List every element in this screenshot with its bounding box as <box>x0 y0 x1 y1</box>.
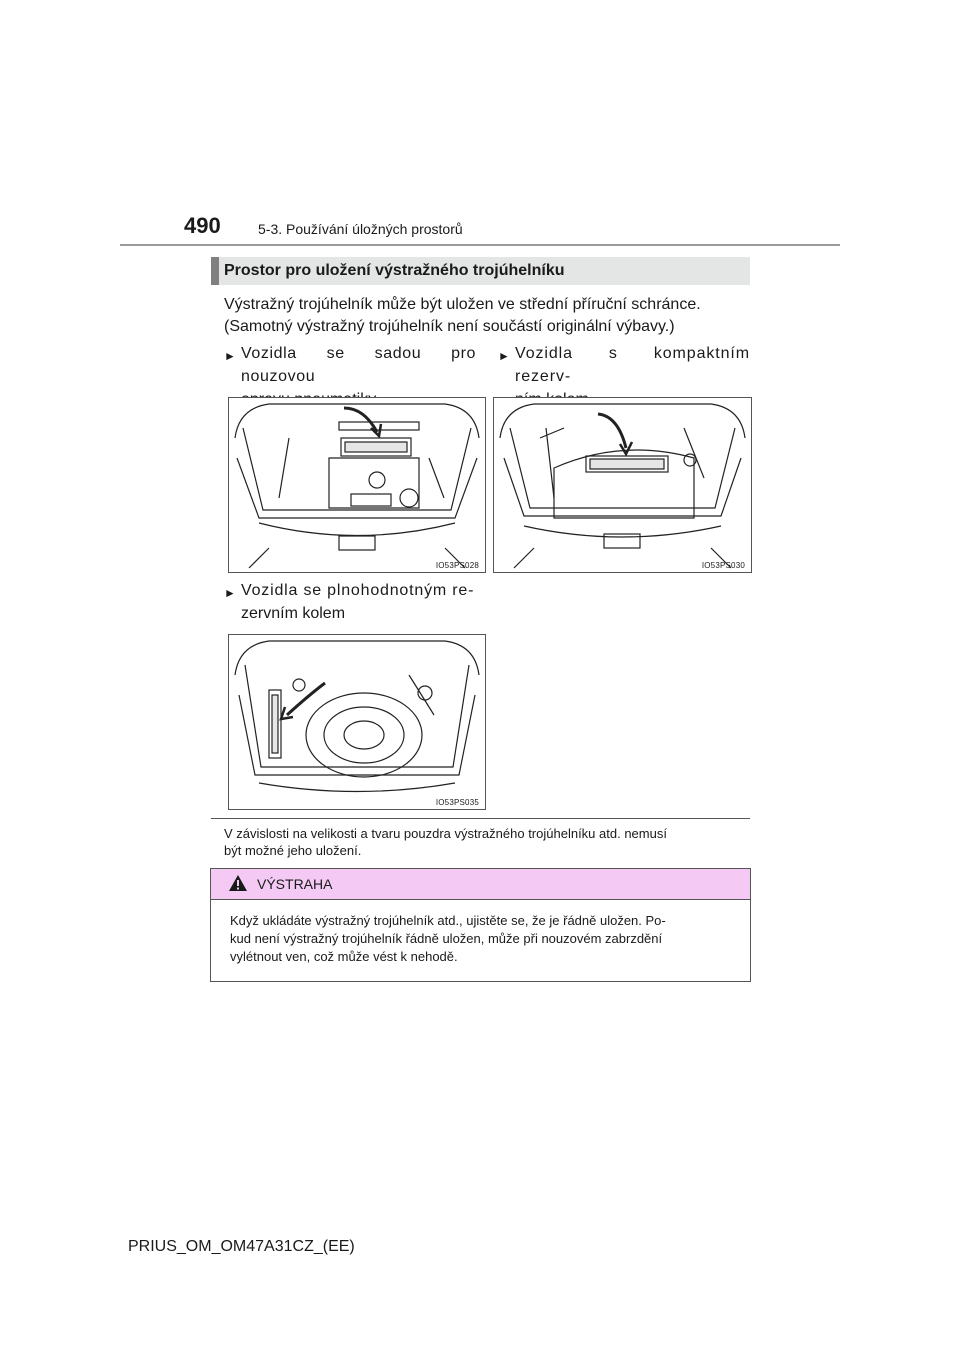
figure-full-spare-trunk <box>228 634 486 810</box>
page-number: 490 <box>184 213 221 238</box>
variant-line-1: Vozidla se plnohodnotným re- <box>241 582 475 599</box>
intro-line-2: (Samotný výstražný trojúhelník není součástí originální výbavy.) <box>224 318 675 335</box>
section-accent <box>211 257 219 285</box>
variant-line-1: Vozidla s kompaktním rezerv- <box>515 345 750 385</box>
figure-code: IO53PS035 <box>435 798 479 807</box>
warning-line-1: Když ukládáte výstražný trojúhelník atd., ujistěte se, že je řádně uložen. Po- <box>230 913 666 928</box>
trunk-illustration <box>229 398 485 572</box>
variant-line-1: Vozidla se sadou pro nouzovou <box>241 345 476 385</box>
variant-line-2: zervním kolem <box>241 605 346 622</box>
variant-full-spare <box>224 579 476 627</box>
note-line-2: být možné jeho uložení. <box>224 843 362 858</box>
variant-repair-kit <box>224 342 476 390</box>
trunk-illustration <box>229 635 485 809</box>
bullet-arrow-icon: ► <box>224 586 236 600</box>
warning-label: VÝSTRAHA <box>257 876 333 892</box>
section-title: Prostor pro uložení výstražného trojúhelníku <box>224 262 565 279</box>
section-heading-bar <box>211 257 750 285</box>
warning-text <box>230 912 740 966</box>
trunk-illustration <box>494 398 751 572</box>
warning-line-3: vylétnout ven, což může vést k nehodě. <box>230 949 458 964</box>
warning-triangle-icon <box>228 874 248 897</box>
warning-box <box>210 868 751 982</box>
figure-code: IO53PS030 <box>701 561 745 570</box>
bullet-arrow-icon: ► <box>498 349 510 363</box>
variant-compact-spare <box>498 342 750 390</box>
intro-text <box>224 294 754 338</box>
figure-compact-spare-trunk <box>493 397 752 573</box>
header-divider <box>120 244 840 246</box>
document-id: PRIUS_OM_OM47A31CZ_(EE) <box>128 1238 355 1255</box>
intro-line-1: Výstražný trojúhelník může být uložen ve střední příruční schránce. <box>224 296 701 313</box>
bullet-arrow-icon: ► <box>224 349 236 363</box>
note-divider <box>211 818 750 819</box>
chapter-title: 5-3. Používání úložných prostorů <box>258 221 463 237</box>
figure-repair-kit-trunk <box>228 397 486 573</box>
note-line-1: V závislosti na velikosti a tvaru pouzdra výstražného trojúhelníku atd. nemusí <box>224 826 667 841</box>
figure-code: IO53PS028 <box>435 561 479 570</box>
warning-header <box>211 869 750 900</box>
warning-line-2: kud není výstražný trojúhelník řádně uložen, může při nouzovém zabrzdění <box>230 931 663 946</box>
note-text <box>224 825 748 859</box>
